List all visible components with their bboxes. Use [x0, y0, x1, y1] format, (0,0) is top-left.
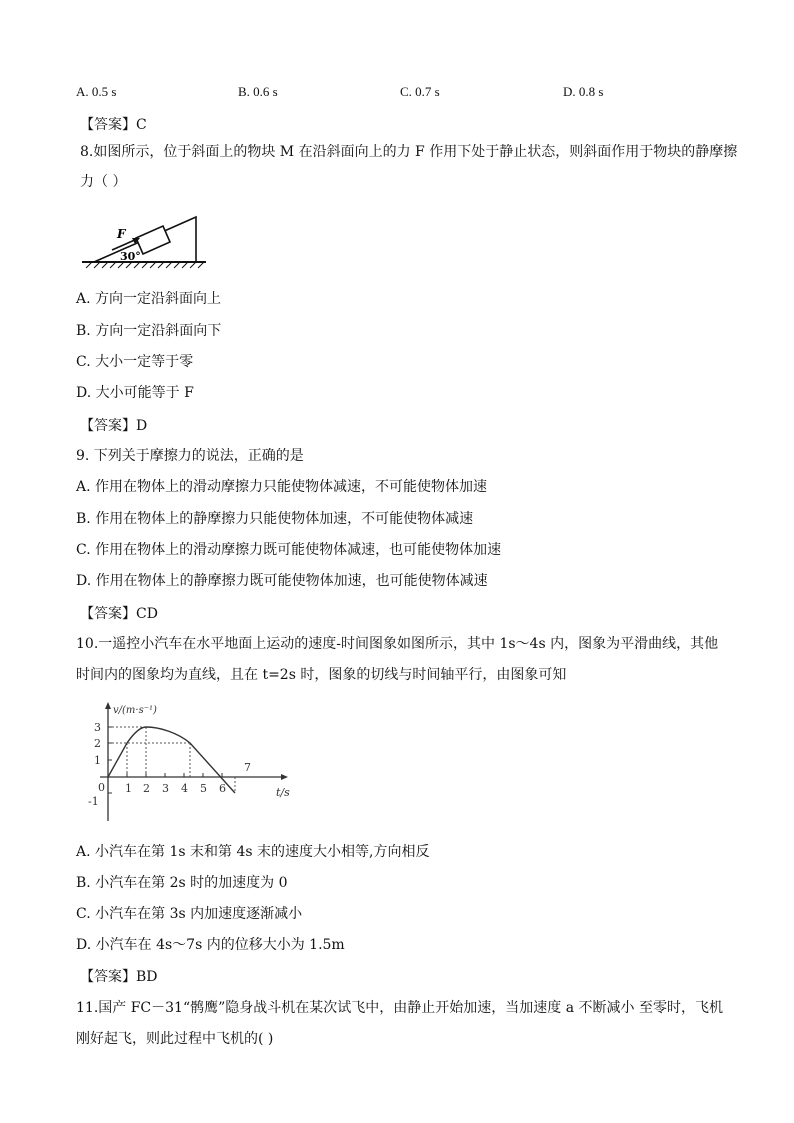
q8-option-b: B. 方向一定沿斜面向下 [76, 323, 222, 339]
x-axis-label: t/s [276, 786, 290, 799]
q11-stem-line1: 11.国产 FC－31“鹘鹰”隐身战斗机在某次试飞中，由静止开始加速，当加速度 a 不断减小 至零时，飞机 [76, 1000, 723, 1016]
q10-option-c: C. 小汽车在第 3s 内加速度逐渐减小 [76, 906, 303, 922]
y-axis-arrow [105, 702, 111, 709]
q7-option-d: D. 0.8 s [563, 84, 604, 99]
q7-option-c: C. 0.7 s [400, 84, 440, 99]
y-tick-neg1: -1 [88, 795, 99, 808]
x-tick-2: 2 [143, 782, 150, 795]
q10-stem-line2: 时间内的图象均为直线，且在 t=2s 时，图象的切线与时间轴平行，由图象可知 [76, 667, 567, 683]
x-tick-3: 3 [162, 782, 169, 795]
q8-stem-line1: 8.如图所示，位于斜面上的物块 M 在沿斜面向上的力 F 作用下处于静止状态，则斜面作用于物块的静摩擦 [80, 144, 738, 160]
q8-answer: 【答案】D [80, 418, 148, 434]
q9-stem: 9. 下列关于摩擦力的说法，正确的是 [76, 448, 304, 464]
x-axis-arrow [281, 774, 288, 780]
q8-stem-line2: 力（ ） [80, 174, 127, 190]
incline-figure [80, 205, 212, 269]
q11-stem-line2: 刚好起飞，则此过程中飞机的( ) [76, 1031, 274, 1047]
q9-option-d: D. 作用在物体上的静摩擦力既可能使物体加速，也可能使物体减速 [76, 573, 488, 589]
q10-answer: 【答案】BD [80, 969, 158, 985]
x-tick-4: 4 [181, 782, 188, 795]
q10-option-d: D. 小汽车在 4s～7s 内的位移大小为 1.5m [76, 937, 345, 953]
x-tick-6: 6 [219, 782, 226, 795]
q9-answer: 【答案】CD [80, 606, 158, 622]
q8-option-c: C. 大小一定等于零 [76, 354, 194, 370]
y-tick-1: 1 [94, 754, 101, 767]
q9-option-a: A. 作用在物体上的滑动摩擦力只能使物体减速，不可能使物体加速 [76, 479, 488, 495]
q8-option-d: D. 大小可能等于 F [76, 385, 194, 401]
end-label-7: 7 [244, 761, 251, 774]
q7-option-a: A. 0.5 s [76, 84, 117, 99]
q10-option-b: B. 小汽车在第 2s 时的加速度为 0 [76, 875, 288, 891]
y-tick-3: 3 [94, 721, 101, 734]
y-axis-label: v/(m·s⁻¹) [113, 705, 157, 716]
q9-option-b: B. 作用在物体上的静摩擦力只能使物体加速，不可能使物体减速 [76, 511, 474, 527]
q7-answer: 【答案】C [80, 117, 147, 133]
vt-graph [80, 700, 295, 830]
origin-label: 0 [98, 781, 105, 794]
x-tick-5: 5 [200, 782, 207, 795]
q10-option-a: A. 小汽车在第 1s 末和第 4s 末的速度大小相等,方向相反 [76, 844, 430, 860]
y-tick-2: 2 [94, 737, 101, 750]
force-label: F [117, 227, 126, 241]
angle-label: 30° [120, 250, 141, 263]
q10-stem-line1: 10.一遥控小汽车在水平地面上运动的速度-时间图象如图所示，其中 1s～4s 内，图象为平滑曲线，其他 [76, 636, 719, 652]
x-tick-1: 1 [125, 782, 132, 795]
q9-option-c: C. 作用在物体上的滑动摩擦力既可能使物体减速，也可能使物体加速 [76, 542, 502, 558]
q8-option-a: A. 方向一定沿斜面向上 [76, 291, 222, 307]
q7-option-b: B. 0.6 s [238, 84, 278, 99]
block-m [136, 226, 170, 254]
